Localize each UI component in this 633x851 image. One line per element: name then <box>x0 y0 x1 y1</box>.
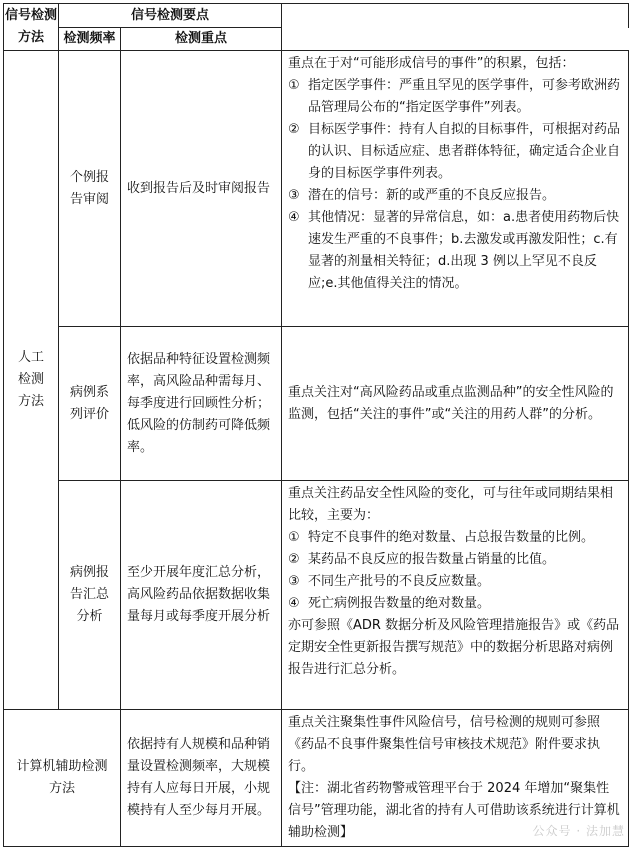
header-focus: 检测重点 <box>121 28 282 51</box>
summary-item: ③ 不同生产批号的不良反应数量。 <box>288 574 491 589</box>
individual-item: ③ 潜在的信号：新的或严重的不良反应报告。 <box>288 188 556 203</box>
watermark: 公众号 · 法加慧 <box>532 824 625 838</box>
header-method: 信号检测方法 <box>4 4 59 51</box>
individual-item: ④ 其他情况：显著的异常信息，如：a.患者使用药物后快速发生严重的不良事件；b.去激发或再激发阳性；c.有显著的剂量相关特征；d.出现 3 例以上罕见不良反应;e.其他值得关注的情况。 <box>288 210 620 291</box>
computer-note: 【注：湖北省药物警戒管理平台于 2024 年增加“聚集性信号”管理功能，湖北省的持有人可借助该系统进行计算机辅助检测】 <box>288 781 620 840</box>
series-review-frequency: 依据品种特征设置检测频率，高风险品种需每月、每季度进行回顾性分析；低风险的仿制药可降低频率。 <box>121 327 282 481</box>
header-frequency: 检测频率 <box>59 28 121 51</box>
manual-method-label: 人工检测方法 <box>4 51 59 710</box>
individual-item: ① 指定医学事件：严重且罕见的医学事件，可参考欧洲药品管理局公布的“指定医学事件”列表。 <box>288 78 621 115</box>
summary-analysis-focus <box>282 481 629 710</box>
series-review-focus: 重点关注对“高风险药品或重点监测品种”的安全性风险的监测，包括“关注的事件”或“关注的用药人群”的分析。 <box>282 327 629 481</box>
summary-analysis-frequency: 至少开展年度汇总分析，高风险药品依据数据收集量每月或每季度开展分析 <box>121 481 282 710</box>
individual-review-label: 个例报告审阅 <box>59 51 121 327</box>
summary-outro: 亦可参照《ADR 数据分析及风险管理措施报告》或《药品定期安全性更新报告撰写规范》中的数据分析思路对病例报告进行汇总分析。 <box>288 618 620 677</box>
summary-analysis-label: 病例报告汇总分析 <box>59 481 121 710</box>
individual-review-focus <box>282 51 629 327</box>
summary-item: ① 特定不良事件的绝对数量、占总报告数量的比例。 <box>288 530 595 545</box>
computer-frequency: 依据持有人规模和品种销量设置检测频率，大规模持有人应每日开展，小规模持有人至少每月开展。 <box>121 710 282 847</box>
header-key-points: 信号检测要点 <box>59 4 282 28</box>
individual-item: ② 目标医学事件：持有人自拟的目标事件，可根据对药品的认识、目标适应症、患者群体特征，确定适合企业自身的目标医学事件列表。 <box>288 122 621 181</box>
summary-item: ② 某药品不良反应的报告数量占销量的比值。 <box>288 552 556 567</box>
series-review-label: 病例系列评价 <box>59 327 121 481</box>
computer-focus-text: 重点关注聚集性事件风险信号，信号检测的规则可参照《药品不良事件聚集性信号审核技术规范》附件要求执行。 <box>288 715 601 774</box>
individual-intro: 重点在于对“可能形成信号的事件”的积累，包括： <box>288 56 575 71</box>
computer-method-label: 计算机辅助检测方法 <box>4 710 121 847</box>
individual-review-frequency: 收到报告后及时审阅报告 <box>121 51 282 327</box>
summary-item: ④ 死亡病例报告数量的绝对数量。 <box>288 596 491 611</box>
signal-detection-table <box>3 3 629 847</box>
summary-intro: 重点关注药品安全性风险的变化，可与往年或同期结果相比较，主要为： <box>288 486 614 523</box>
